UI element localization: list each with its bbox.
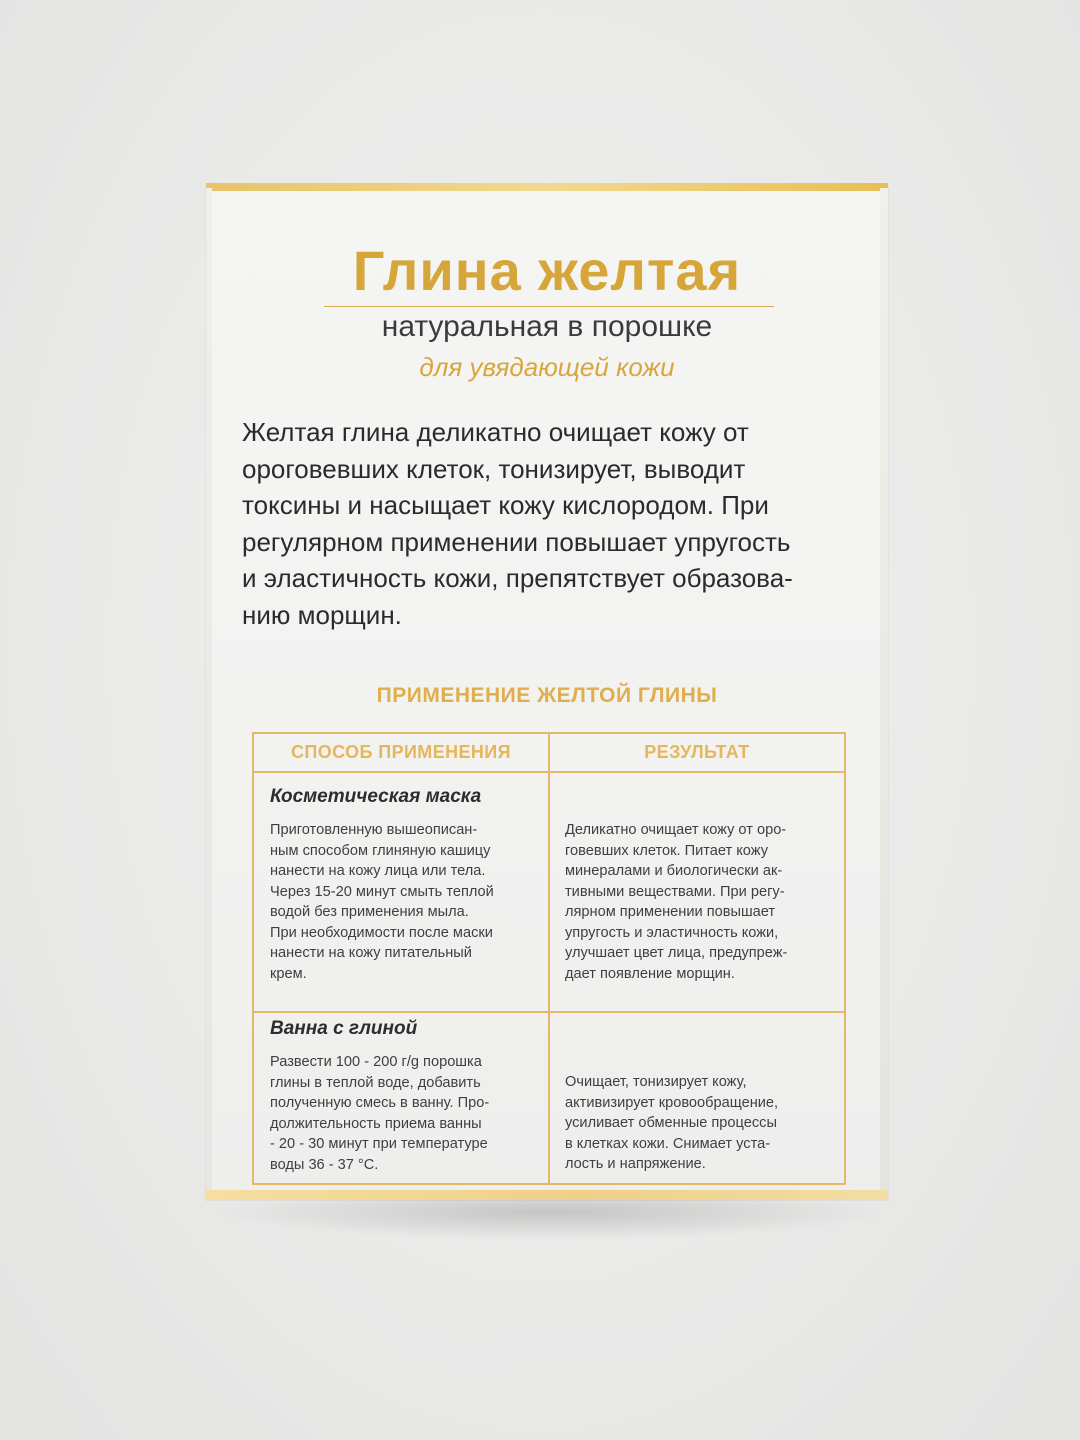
text-line: ным способом глиняную кашицу [270,842,491,859]
product-tagline: для увядающей кожи [419,352,675,382]
table-header-method: СПОСОБ ПРИМЕНЕНИЯ [291,741,511,762]
product-title: Глина желтая [352,239,742,302]
description-line: ороговевших клеток, тонизирует, выводит [242,453,746,484]
text-line: говевших клеток. Питает кожу [565,842,768,859]
text-line: тивными веществами. При регу- [565,883,785,900]
method-title: Ванна с глиной [270,1018,418,1039]
description-line: токсины и насыщает кожу кислородом. При [242,490,769,520]
method-description [270,820,540,984]
text-line: крем. [270,965,307,982]
usage-table [252,732,846,1185]
box-bottom-strip [206,1190,888,1200]
text-line: лярном применении повышает [565,904,776,920]
text-line: При необходимости после маски [270,924,493,941]
text-line: усиливает обменные процессы [565,1115,777,1131]
description-line: регулярном применении повышает упругость [242,526,791,557]
text-line: полученную смесь в ванну. Про- [270,1095,490,1111]
title-divider [324,306,774,307]
method-description [270,1052,540,1175]
description-line: Желтая глина деликатно очищает кожу от [242,417,749,447]
text-line: должительность приема ванны [270,1115,482,1132]
text-line: минералами и биологически ак- [565,863,783,879]
description-line: и эластичность кожи, препятствует образова- [242,563,793,593]
usage-section-title: ПРИМЕНЕНИЕ ЖЕЛТОЙ ГЛИНЫ [376,684,718,707]
text-line: улучшает цвет лица, предупреж- [565,945,788,961]
result-description [565,820,837,984]
text-line: лость и напряжение. [565,1156,706,1172]
box-shadow [212,1200,888,1240]
text-line: дает появление морщин. [565,965,735,982]
text-line: нанести на кожу питательный [270,945,472,961]
text-line: в клетках кожи. Снимает уста- [565,1135,771,1152]
text-line: Развести 100 - 200 г/g порошка [270,1054,482,1070]
description-paragraph [242,414,862,633]
text-line: Деликатно очищает кожу от оро- [565,822,787,838]
table-row-divider [252,1011,846,1013]
text-line: упругость и эластичность кожи, [565,924,779,941]
table-border-left [252,732,254,1185]
product-subtitle: натуральная в порошке [381,310,713,343]
table-column-divider [548,732,550,1185]
box-top-edge [206,183,888,191]
result-description [565,1072,837,1175]
text-line: нанести на кожу лица или тела. [270,863,486,879]
text-line: воды 36 - 37 °С. [270,1156,379,1173]
table-header-result: РЕЗУЛЬТАТ [644,741,750,762]
text-line: Очищает, тонизирует кожу, [565,1074,747,1090]
text-line: водой без применения мыла. [270,904,469,920]
text-line: Через 15-20 минут смыть теплой [270,883,494,900]
method-title: Косметическая маска [270,786,482,807]
text-line: - 20 - 30 минут при температуре [270,1136,488,1152]
text-line: Приготовленную вышеописан- [270,822,478,838]
table-border-right [844,732,846,1185]
text-line: глины в теплой воде, добавить [270,1074,481,1091]
text-line: активизирует кровообращение, [565,1094,779,1111]
description-line: нию морщин. [242,599,402,630]
